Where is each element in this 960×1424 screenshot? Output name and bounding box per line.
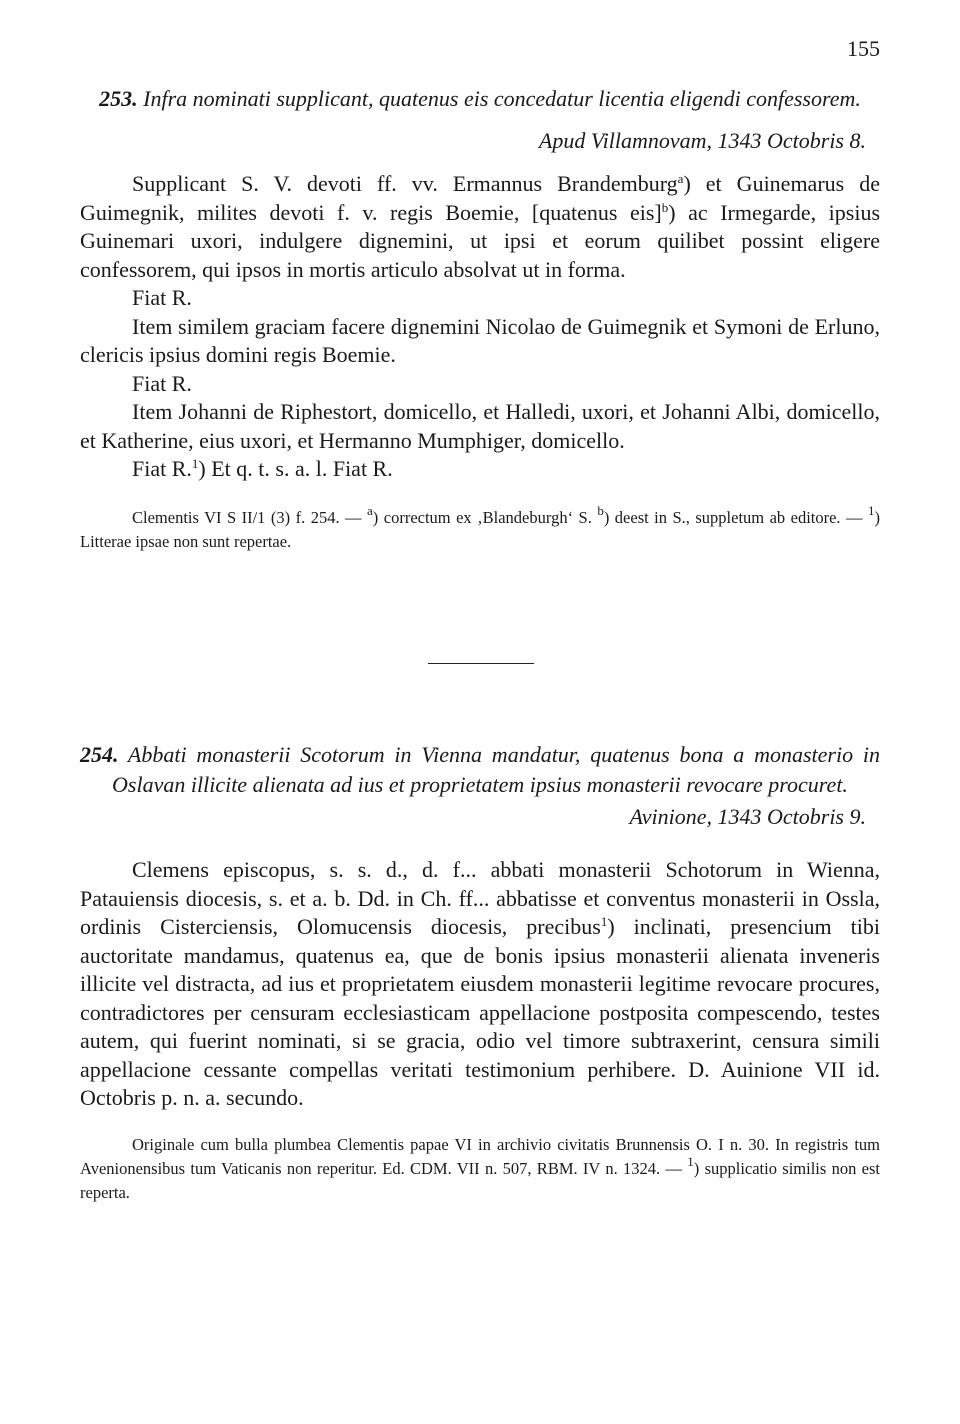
notes-253 <box>80 502 880 554</box>
document-254 <box>80 740 880 1205</box>
text-run: ) supplicatio similis non est reperta. <box>80 1158 880 1202</box>
source-note-253 <box>80 502 880 554</box>
text-run: ) ac Irmegarde, ipsius Guinemari uxori, indulgere dignemini, ut ipsi et eorum quilibet possint eligere confessorem, qui ipsos in mortis articulo absolvat ut in forma. <box>80 199 881 282</box>
footnote-marker: b <box>661 199 669 215</box>
section-divider <box>428 663 534 664</box>
footnote-marker: 1 <box>687 1153 694 1169</box>
fiat-3 <box>80 455 880 484</box>
text-run: ) Litterae ipsae non sunt repertae. <box>80 507 880 551</box>
text-run: Clemens episcopus, s. s. d., d. f... abbati monasterii Schotorum in Wienna, Patauiensis diocesis, s. et a. b. Dd. in Ch. ff... abbatisse et conventus monasterii in Ossla, ordinis Cisterciensis, Olomucensis diocesis, precibus <box>80 857 880 939</box>
body-254 <box>80 856 880 1113</box>
footnote-marker: 1 <box>868 502 875 518</box>
paragraph-mandate <box>80 856 880 1113</box>
dateline-254: Avinione, 1343 Octobris 9. <box>629 804 866 829</box>
fiat-1: Fiat R. <box>132 285 192 310</box>
page-number: 155 <box>847 36 880 61</box>
footnote-marker: a <box>677 171 684 186</box>
regest-253 <box>80 84 880 114</box>
regest-text-254: Abbati monasterii Scotorum in Vienna mandatur, quatenus bona a monasterio in Oslavan illicite alienata ad ius et proprietatem ipsius monasterii revocare procuret. <box>112 742 880 797</box>
paragraph-supplicant <box>80 170 880 284</box>
fiat-2: Fiat R. <box>132 370 192 396</box>
dateline-253: Apud Villamnovam, 1343 Octobris 8. <box>538 128 866 153</box>
source-note-254 <box>80 1133 880 1205</box>
page <box>80 0 880 1424</box>
body-253 <box>80 170 880 484</box>
footnote-marker: a <box>367 502 373 518</box>
text-run: ) et Guinemarus de Guimegnik, milites devoti f. v. regis Boemie, [quatenus eis] <box>80 171 880 225</box>
text-run: ) inclinati, presencium tibi auctoritate mandamus, quatenus ea, que de bonis ipsius monasterii alienata inveneris illicite vel distracta, ad ius et proprietatem eiusdem monasterii legitime revocare procures, contradictores per censuram ecclesiasticam appellacione postposita compescendo, testes autem, qui fuerint nominati, si se gracia, odio vel timore subtraxerint, censura simili appellacione cessante compellas veritati testimonium perhibere. D. Auinione VII id. Octobris p. n. a. secundo. <box>80 914 880 1110</box>
footnote-marker: 1 <box>191 456 199 471</box>
paragraph-item-2: Item Johanni de Riphestort, domicello, et Halledi, uxori, et Johanni Albi, domicello, et Katherine, eius uxori, et Hermanno Mumphiger, domicello. <box>80 399 880 453</box>
text-run: ) Et q. t. s. a. l. Fiat R. <box>198 456 393 481</box>
text-run: ) correctum ex ‚Blandeburgh‘ S. <box>372 507 598 527</box>
regest-254 <box>80 740 880 800</box>
text-run: Supplicant S. V. devoti ff. vv. Ermannus Brandemburg <box>132 171 678 196</box>
document-number-253: 253. <box>99 86 138 111</box>
notes-254 <box>80 1133 880 1205</box>
footnote-marker: b <box>597 502 604 518</box>
text-run: Originale cum bulla plumbea Clementis papae VI in archivio civitatis Brunnensis O. I n. 30. In registris tum Avenionensibus tum Vaticanis non reperitur. Ed. CDM. VII n. 507, RBM. IV n. 1324. — <box>80 1134 880 1178</box>
regest-text-253: Infra nominati supplicant, quatenus eis concedatur licentia eligendi confessorem. <box>143 86 861 111</box>
text-run: Fiat R. <box>132 456 192 481</box>
footnote-marker: 1 <box>600 914 608 929</box>
text-run: ) deest in S., suppletum ab editore. — <box>603 507 868 527</box>
paragraph-item-1: Item similem graciam facere dignemini Nicolao de Guimegnik et Symoni de Erluno, clericis ipsius domini regis Boemie. <box>80 313 880 367</box>
document-number-254: 254. <box>80 742 119 767</box>
text-run: Clementis VI S II/1 (3) f. 254. — <box>132 507 368 527</box>
document-253 <box>80 84 880 554</box>
